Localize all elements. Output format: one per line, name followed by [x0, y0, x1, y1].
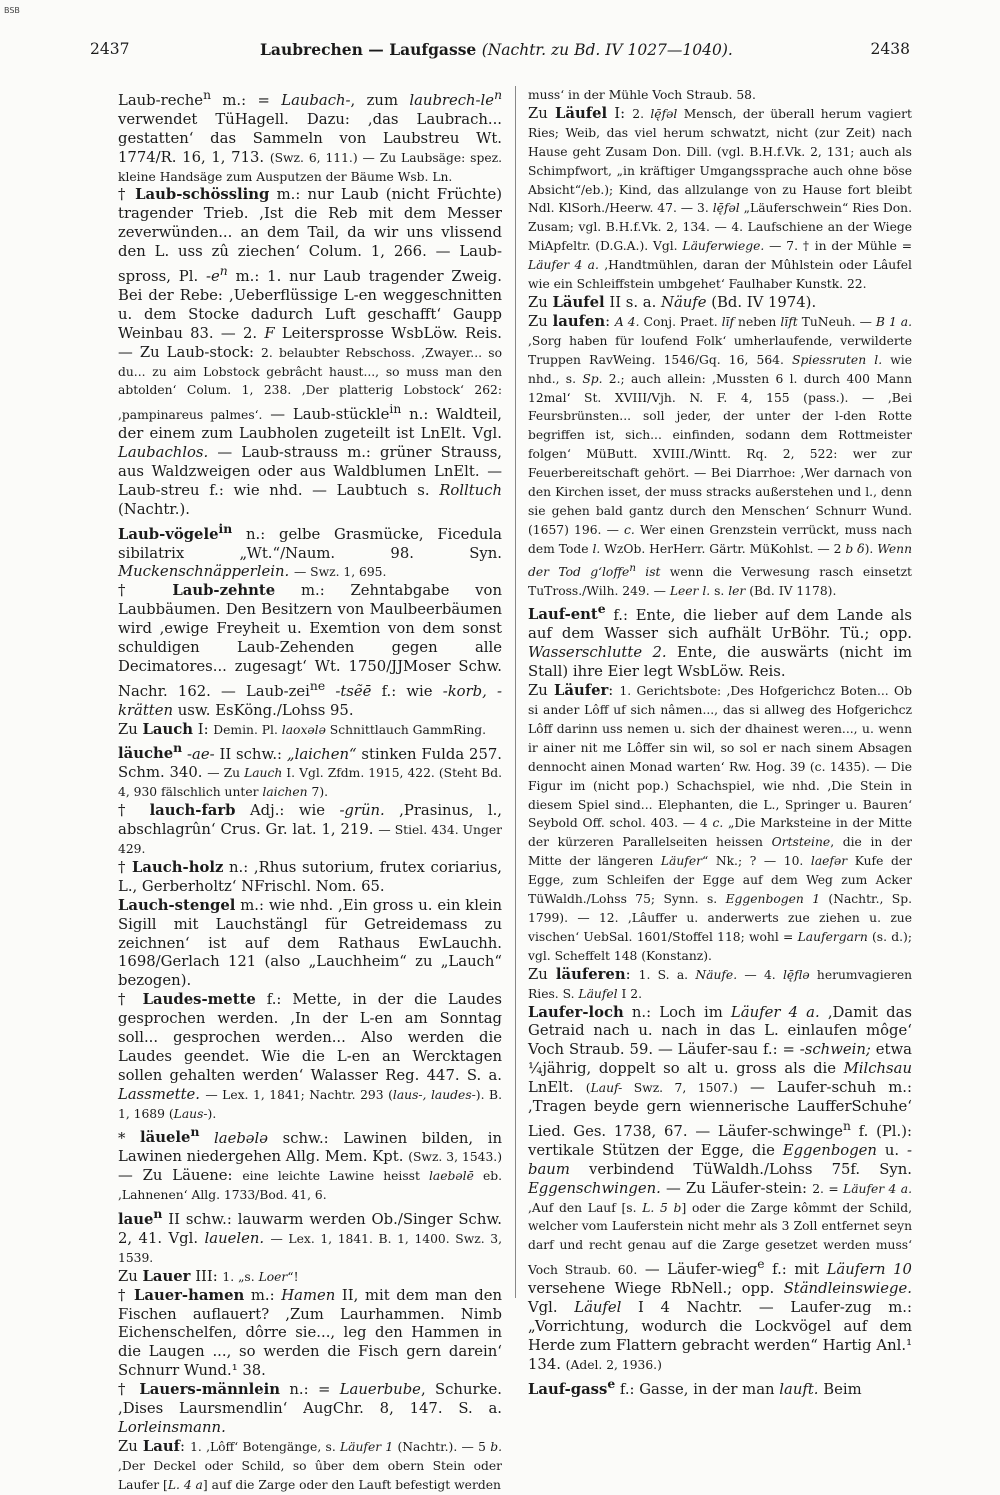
dictionary-entry: Zu Lauer III: 1. „s. Loer“! — [118, 1267, 299, 1285]
dictionary-entry: † Laub-schössling m.: nur Laub (nicht Früchte) tragender Trieb. ,Ist die Reb mit dem Messer zeverwünden... an dem Tail, da wir uns vlissend den L. uss zû ziechen‘ Colum. 1, 266. — Laub-spross, Pl. $-e^n$ m.: 1. nur Laub tragender Zweig. Bei der Rebe: ,Ueberflüssige L-en weggeschnitten u. dem Stocke dadurch Luft geschafft‘ Gaupp Weinbau 83. — 2. F Leitersprosse WsbLöw. Reis. — Zu Laub-stock: 2. belaubter Rebschoss. ,Zwayer... so du... zu aim Lobstock gebrâcht haust..., so muss man den abtolden‘ Colum. 1, 238. ,Der platterig Lobstock‘ 262: ,pampinareus palmes‘. — Laub-stückle$^{in}$ n.: Waldteil, der einem zum Laubholen zugeteilt ist LnElt. Vgl. Laubachlos. — Laub-strauss m.: grüner Strauss, aus Waldzweigen oder aus Waldblumen LnElt. — Laub-streu f.: wie nhd. — Laubtuch s. Rolltuch (Nachtr.). — [118, 186, 503, 518]
dictionary-entry: Zu Läufer: 1. Gerichtsbote: ,Des Hofgerichcz Boten... Ob si ander Lôff uf sich nâmen..., das si allweg des Hofgerichcz Lôff darinn uss nemen u. sich der dhainest weren..., u. wenn ir ainer nit me Lôffer sin wil, so sol er nach sinem Absagen dennocht ainen Monad warten‘ Rw. Hog. 39 (c. 1435). — Die Figur im (nicht pop.) Schachspiel, wie nhd. ,Die Stein in diesem Spiel sind... Elephanten, die L., Springer u. Bauren‘ Seybold Off. schol. 403. — 4 c. „Die Marksteine in der Mitte der kürzeren Parallelseiten heissen Ortsteine, die in der Mitte der längeren Läufer“ Nk.; ? — 10. laefǝr Kufe der Egge, zum Schleifen der Egge auf dem Weg zum Acker TüWaldh./Lohss 75; Synn. s. Eggenbogen 1 (Nachtr., Sp. 1799). — 12. ,Lâuffer u. anderwerts zue ziehen u. zue vischen‘ UebSal. 1601/Stoffel 118; wohl = Laufergarn (s. d.); vgl. Scheffelt 148 (Konstanz). — [528, 682, 912, 963]
dictionary-entry: † lauch-farb Adj.: wie -grün. ,Prasinus, l., abschlagrûn‘ Crus. Gr. lat. 1, 219. — Stiel. 434. Unger 429. — [118, 802, 502, 856]
page-number-left: 2437 — [90, 40, 130, 58]
page-number-right: 2438 — [870, 40, 910, 58]
library-stamp: BSB — [4, 6, 20, 15]
dictionary-entry: Lauf-ent$^e$ f.: Ente, die lieber auf dem Lande als auf dem Wasser sich aufhält UrBöhr. Tü.; opp. Wasserschlutte 2. Ente, die auswärts (nicht im Stall) ihre Eier legt WsbLöw. Reis. — [528, 601, 913, 681]
dictionary-entry: Lauch-stengel m.: wie nhd. ,Ein gross u. ein klein Sigill mit Lauchstängl für Getreidemass zu zeichnen‘ ist auf dem Rathaus EwLauchh. 1698/Gerlach 121 (also „Lauchheim“ zu „Lauch“ bezogen). — [118, 896, 502, 990]
dictionary-entry: Laub-vögele$^{in}$ n.: gelbe Grasmücke, Ficedula sibilatrix „Wt.“/Naum. 98. Syn. Muckenschnäpperlein. — Swz. 1, 695. — [118, 520, 502, 581]
dictionary-entry: Zu Läufel I: 2. lę̄fǝl Mensch, der überall herum vagiert Ries; Weib, das viel herum schwatzt, nicht (zur Zeit) nach Hause geht Zusam Don. Dill. (vgl. B.H.f.Vk. 2, 131; auch als Schimpfwort, „in kräftiger Umgangssprache auch ohne böse Absicht“/eb.); Kind, das allzulange von zu Hause fort bleibt Ndl. KlSorh./Heerw. 47. — 3. lę̄fǝl „Läuferschwein“ Ries Don. Zusam; vgl. B.H.f.Vk. 2, 134. — 4. Laufschiene an der Wiege MiApfeltr. (D.G.A.). Vgl. Läuferwiege. — 7. † in der Mühle = Läufer 4 a. ,Handtmühlen, daran der Mûhlstein oder Lâufel wie ein Schleiffstein umbgehet‘ Faulhaber Kunstk. 22. — [528, 104, 913, 292]
running-title-text: Laubrechen — Laufgasse — [260, 40, 477, 59]
dictionary-entry: Zu laufen: A 4. Conj. Praet. līf neben līft TuNeuh. — B 1 a. ,Sorg haben für loufend Folk‘ umherlaufende, verwilderte Truppen RavWeing. 1546/Gq. 16, 564. Spiessruten l. wie nhd., s. Sp. 2.; auch allein: ,Mussten 6 l. durch 400 Mann 12mal‘ St. XVIII/Vjh. N. F. 4, 155 (pass.). — ,Bei Feursbrünsten... soll jeder, der unter der l-den Rotte begriffen ist, sich... einfinden, sodann dem Rottmeister folgen‘ MüButt. XVIII./Wintt. Rq. 2, 522: wer zur Feuerbereitschaft gehört. — Bei Diarrhoe: ,Wer darnach von den Kirchen isset, der muss stracks außerstehen und l., denn sie gehen bald gantz durch den Menschen‘ Schnurr Wund. (1657) 196. — c. Wer einen Grenzstein verrückt, muss nach dem Tode l. WzOb. HerHerr. Gärtr. MüKohlst. — 2 b δ). Wenn der Tod g‘loffe$^n$ ist wenn die Verwesung rasch einsetzt TuTross./Wilh. 249. — Leer l. s. ler (Bd. IV 1178). — [528, 312, 913, 598]
dictionary-entry: † Lauer-hamen m.: Hamen II, mit dem man den Fischen auflauert? ,Zum Laurhammen. Nimb Eichenschelfen, dôrre sie..., leg den Hammen in die Laugen ..., so werden die Fisch gern darein‘ Schnurr Wund.¹ 38. — [118, 1286, 502, 1380]
dictionary-entry: läuche$^n$ -ae- II schw.: „laichen“ stinken Fulda 257. Schm. 340. — Zu Lauch I. Vgl. Zfdm. 1915, 422. (Steht Bd. 4, 930 fälschlich unter laichen 7). — [118, 740, 502, 800]
dictionary-entry: † Lauch-holz n.: ,Rhus sutorium, frutex coriarius, L., Gerberholtz‘ NFrischl. Nom. 65. — [118, 858, 502, 895]
dictionary-entry: Zu Lauch I: Demin. Pl. laoxǝlǝ Schnittlauch GammRing. — [118, 720, 487, 738]
dictionary-entry: Laub-reche$^n$ m.: = Laubach-, zum laubrech-$le^n$ verwendet TüHagell. Dazu: ,das Laubrach... gestatten‘ das Sammeln von Laubstreu Wt. 1774/R. 16, 1, 713. (Swz. 6, 111.) — Zu Laubsäge: spez. kleine Handsäge zum Ausputzen der Bäume Wsb. Ln. — [118, 88, 503, 184]
running-title-note: (Nachtr. zu Bd. IV 1027—1040). — [481, 41, 733, 59]
dictionary-entry: † Lauers-männlein n.: = Lauerbube, Schurke. ,Dises Laursmendlin‘ AugChr. 8, 147. S. a. Lorleinsmann. — [118, 1381, 502, 1436]
column-divider — [515, 86, 516, 1298]
dictionary-entry: † Laub-zehnte m.: Zehntabgabe von Laubbäumen. Den Besitzern von Maulbeerbäumen wird ,ewige Freyheit u. Exemtion von dem sonst schuldigen Laub-Zehenden gegen alle Decimatores... zugesagt‘ Wt. 1750/JJMoser Schw. Nachr. 162. — Laub-zei$^{ne}$ -tsẽē f.: wie -korb, -krätten usw. EsKöng./Lohss 95. — [118, 582, 502, 719]
dictionary-entry: Lauf-gass$^e$ f.: Gasse, in der man lauft. Beim — [528, 1375, 862, 1398]
running-title — [260, 40, 733, 59]
dictionary-entry: Zu läuferen: 1. S. a. Näufe. — 4. lę̄flǝ herumvagieren Ries. S. Läufel I 2. — [528, 965, 913, 1001]
page-header — [90, 40, 910, 66]
dictionary-entry: Laufer-loch n.: Loch im Läufer 4 a. ,Damit das Getraid nach u. nach in das L. einlaufen môge‘ Voch Straub. 59. — Läufer-sau f.: = -schwein; etwa ¼jährig, doppelt so alt u. gross als die Milchsau LnElt. (Lauf- Swz. 7, 1507.) — Laufer-schuh m.: ,Tragen beyde gern wiennerische LaufferSchuhe‘ Lied. Ges. 1738, 67. — Läufer-schwinge$^n$ f. (Pl.): vertikale Stützen der Egge, die Eggenbogen u. -baum verbindend TüWaldh./Lohss 75f. Syn. Eggenschwingen. — Zu Läufer-stein: 2. = Läufer 4 a. ,Auf den Lauf [s. L. 5 b] oder die Zarge kômmt der Schild, welcher vom Lauferstein nicht mehr als 3 Zoll entfernet seyn darf und recht genau auf die Zarge gesetzet werden muss‘ Voch Straub. 60. — Läufer-wieg$^e$ f.: mit Läufern 10 versehene Wiege RbNell.; opp. Ständleinswiege. Vgl. Läufel I 4 Nachtr. — Laufer-zug m.: „Vorrichtung, wodurch die Lockvögel auf dem Herde zum Flattern gebracht werden“ Hartig Anl.¹ 134. (Adel. 2, 1936.) — [528, 1003, 913, 1373]
dictionary-entry: * läuele$^n$ laebǝlǝ schw.: Lawinen bilden, in Lawinen niedergehen Allg. Mem. Kpt. (Swz. 3, 1543.) — Zu Läuene: eine leichte Lawine heisst laebǝlē eb. ,Lahnenen‘ Allg. 1733/Bod. 41, 6. — [118, 1124, 503, 1203]
dictionary-entry: muss‘ in der Mühle Voch Straub. 58. — [528, 88, 756, 102]
dictionary-entry: † Laudes-mette f.: Mette, in der die Laudes gesprochen werden. ,In der L-en am Sonntag soll... gesprochen werden... Also werden die Laudes geendet. Wie die L-en an Wercktagen sollen gehalten werden‘ Walasser Reg. 447. S. a. Lassmette. — Lex. 1, 1841; Nachtr. 293 (laus-, laudes-). B. 1, 1689 (Laus-). — [118, 991, 502, 1121]
dictionary-entry: Zu Lauf: 1. ,Lôff‘ Botengänge, s. Läufer 1 (Nachtr.). — 5 b. ,Der Deckel oder Schild, so ûber dem obern Stein oder Laufer [L. 4 a] auf die Zarge oder den Lauft befestigt werden — [118, 1437, 502, 1492]
dictionary-entry: Zu Läufel II s. a. Näufe (Bd. IV 1974). — [528, 293, 817, 311]
dictionary-entry: laue$^n$ II schw.: lauwarm werden Ob./Singer Schw. 2, 41. Vgl. lauelen. — Lex. 1, 1841. B. 1, 1400. Swz. 3, 1539. — [118, 1206, 502, 1265]
left-column — [118, 86, 502, 1495]
right-column — [528, 86, 912, 1399]
